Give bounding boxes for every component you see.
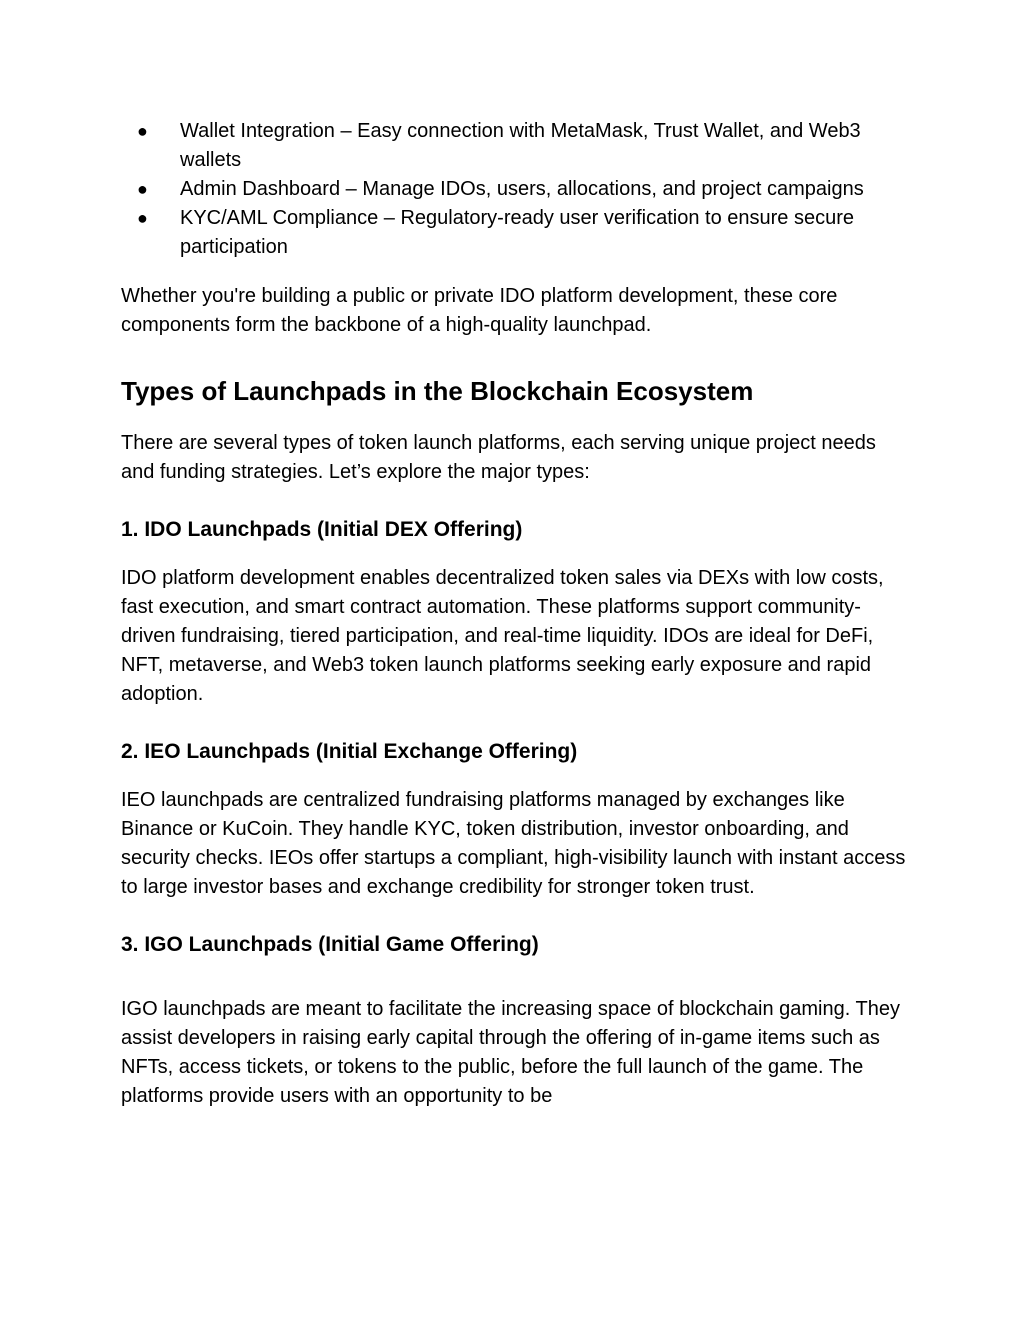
bullet-icon: ● [137, 121, 148, 141]
ieo-heading: 2. IEO Launchpads (Initial Exchange Offering) [121, 740, 578, 763]
igo-paragraph: IGO launchpads are meant to facilitate the increasing space of blockchain gaming. They assist developers in raising early capital through the offering of in-game items such as NFTs, access tickets, or tokens to the public, before the full launch of the game. The platforms provide users with an opportunity to be [121, 998, 900, 1107]
bullet-icon: ● [137, 208, 148, 228]
list-item [120, 175, 911, 204]
bullet-text: KYC/AML Compliance – Regulatory-ready user verification to ensure secure participation [180, 207, 855, 258]
bullet-text: Admin Dashboard – Manage IDOs, users, allocations, and project campaigns [180, 178, 864, 200]
types-paragraph: There are several types of token launch platforms, each serving unique project needs and funding strategies. Let’s explore the major types: [121, 432, 876, 483]
document-body [121, 117, 911, 1111]
list-item [120, 204, 911, 262]
ieo-paragraph: IEO launchpads are centralized fundraising platforms managed by exchanges like Binance or KuCoin. They handle KYC, token distribution, investor onboarding, and security checks. IEOs offer startups a compliant, high-visibility launch with instant access to large investor bases and exchange credibility for stronger token trust. [121, 789, 906, 898]
ido-heading: 1. IDO Launchpads (Initial DEX Offering) [121, 518, 523, 541]
bullet-text: Wallet Integration – Easy connection with MetaMask, Trust Wallet, and Web3 wallets [180, 120, 861, 171]
list-item [120, 117, 911, 175]
types-heading: Types of Launchpads in the Blockchain Ecosystem [121, 376, 754, 406]
bullet-icon: ● [137, 179, 148, 199]
feature-bullet-list [121, 117, 911, 262]
igo-heading: 3. IGO Launchpads (Initial Game Offering) [121, 933, 539, 956]
ido-paragraph: IDO platform development enables decentralized token sales via DEXs with low costs, fast execution, and smart contract automation. These platforms support community-driven fundraising, tiered participation, and real-time liquidity. IDOs are ideal for DeFi, NFT, metaverse, and Web3 token launch platforms seeking early exposure and rapid adoption. [121, 567, 884, 705]
intro-paragraph: Whether you're building a public or private IDO platform development, these core components form the backbone of a high-quality launchpad. [121, 285, 838, 336]
